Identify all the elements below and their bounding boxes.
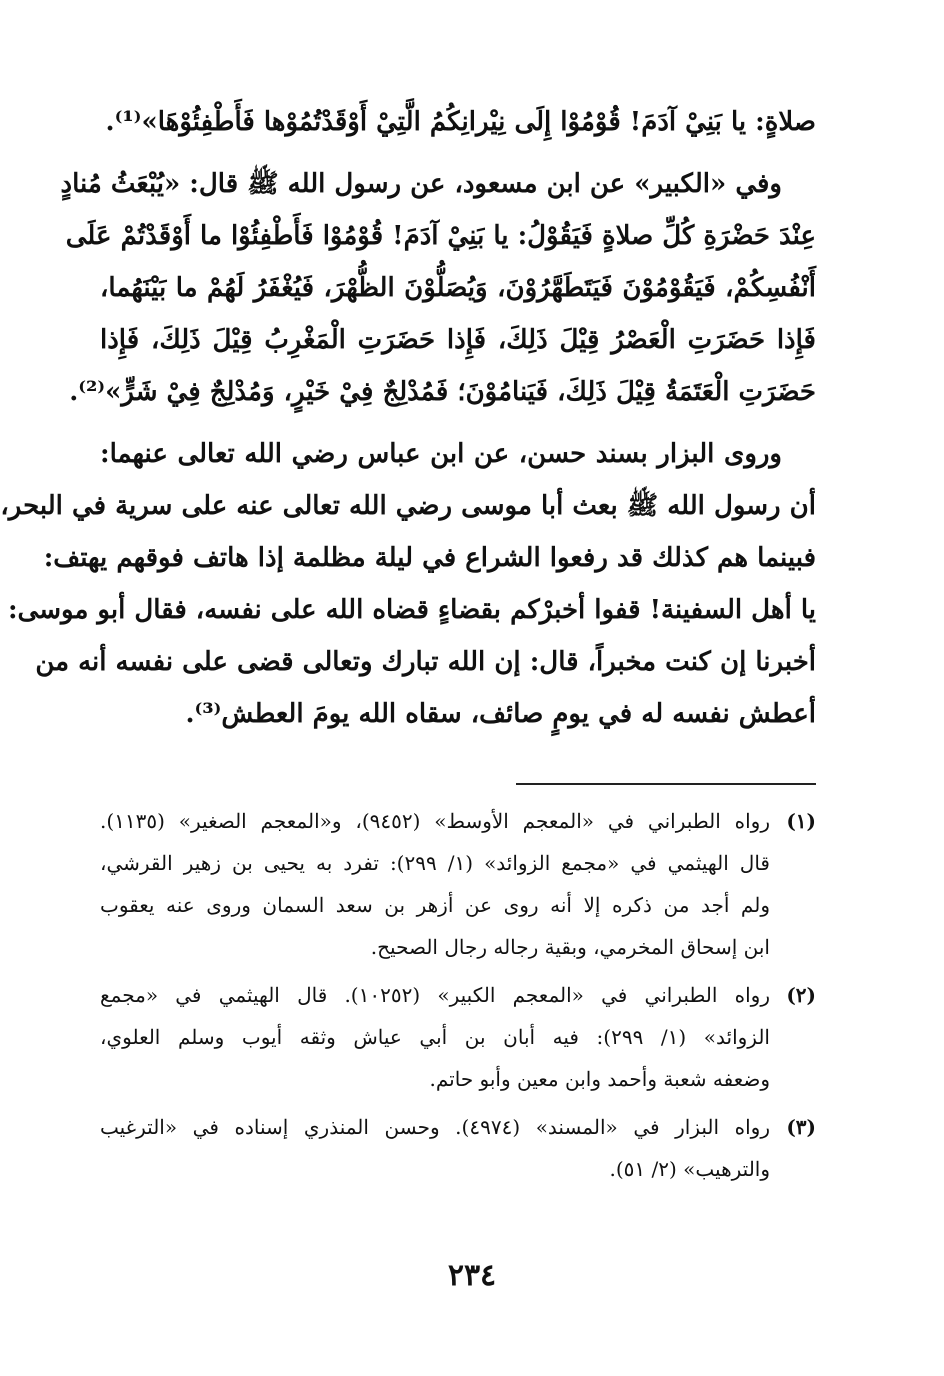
footnote-number: (٣) bbox=[786, 1115, 816, 1139]
main-text bbox=[0, 96, 816, 740]
text-line: وروى البزار بسند حسن، عن ابن عباس رضي الله تعالى عنهما: bbox=[100, 439, 782, 469]
text-line: فَإِذا حَضَرَتِ الْعَصْرُ قِيْلَ ذَلِكَ، فَإِذا حَضَرَتِ الْمَغْرِبُ قِيْلَ ذَلِكَ، فَإِذا bbox=[100, 325, 816, 355]
footnote-line: الزوائد» (١/ ٢٩٩): فيه أبان بن أبي عياش وثقه أيوب وسلم العلوي، bbox=[100, 1025, 770, 1049]
paragraph-gap bbox=[100, 418, 816, 428]
footnote-line: وضعفه شعبة وأحمد وابن معين وأبو حاتم. bbox=[429, 1067, 770, 1091]
footnote bbox=[100, 1106, 816, 1190]
footnote-line: رواه الطبراني في «المعجم الكبير» (١٠٢٥٢). قال الهيثمي في «مجمع bbox=[100, 983, 771, 1007]
paragraph-gap bbox=[100, 148, 816, 158]
text-line: يا أهل السفينة! قفوا أخبرْكم بقضاءٍ قضاه الله على نفسه، فقال أبو موسى: bbox=[7, 595, 816, 625]
footnote-body bbox=[100, 974, 770, 1100]
footnote-body bbox=[100, 800, 770, 968]
text-line: عِنْدَ حَضْرَةِ كُلِّ صلاةٍ فَيَقُوْلُ: يا بَنِيْ آدَمَ! قُوْمُوْا فَأَطْفِئُوْا ما أَوْقَدْتُمْ عَلَى bbox=[65, 221, 816, 251]
text-line: صلاةٍ: يا بَنِيْ آدَمَ! قُوْمُوْا إِلَى نِيْرانِكُمُ الَّتِيْ أَوْقَدْتُمُوْها فَأَطْفِئُوْهَا»⁽¹⁾. bbox=[105, 107, 816, 137]
footnote-body bbox=[100, 1106, 770, 1190]
footnote-line: رواه البزار في «المسند» (٤٩٧٤). وحسن المنذري إسناده في «الترغيب bbox=[100, 1115, 770, 1139]
footnote-line: ولم أجد من ذكره إلا أنه روى عن أزهر بن سعد السمان وروى عنه يعقوب bbox=[100, 893, 770, 917]
footnote bbox=[100, 800, 816, 968]
footnote-number: (١) bbox=[786, 809, 816, 833]
text-line: أَنْفُسِكُمْ، فَيَقُوْمُوْنَ فَيَتَطَهَّرُوْنَ، وَيُصَلُّوْنَ الظُّهْرَ، فَيُغْفَرُ لَهُمْ ما بَيْنَهُما، bbox=[100, 273, 816, 303]
footnote-line: ابن إسحاق المخرمي، وبقية رجاله رجال الصحيح. bbox=[370, 935, 770, 959]
text-line: أن رسول الله ﷺ بعث أبا موسى رضي الله تعالى عنه على سرية في البحر، bbox=[0, 491, 816, 521]
footnote-line: رواه الطبراني في «المعجم الأوسط» (٩٤٥٢)، و«المعجم الصغير» (١١٣٥). bbox=[100, 809, 771, 833]
footnote-number: (٢) bbox=[786, 983, 816, 1007]
text-line: حَضَرَتِ الْعَتَمَةُ قِيْلَ ذَلِكَ، فَيَنامُوْنَ؛ فَمُدْلِجٌ فِيْ خَيْرٍ، وَمُدْلِجٌ فِيْ شَرٍّ»⁽²⁾. bbox=[69, 377, 816, 407]
text-line: أخبرنا إن كنت مخبراً، قال: إن الله تبارك وتعالى قضى على نفسه أنه من bbox=[35, 647, 816, 677]
page-number: ٢٣٤ bbox=[447, 1258, 497, 1293]
footnote-line: قال الهيثمي في «مجمع الزوائد» (١/ ٢٩٩): تفرد به يحيى بن زهير القرشي، bbox=[100, 851, 770, 875]
text-line: أعطش نفسه له في يومٍ صائف، سقاه الله يومَ العطش⁽³⁾. bbox=[185, 699, 816, 729]
footnote-line: والترهيب» (٢/ ٥١). bbox=[609, 1157, 770, 1181]
footnotes bbox=[100, 800, 816, 1196]
footnote bbox=[100, 974, 816, 1100]
text-line: فبينما هم كذلك قد رفعوا الشراع في ليلة مظلمة إذا هاتف فوقهم يهتف: bbox=[43, 543, 816, 573]
footnote-divider bbox=[516, 783, 816, 785]
text-line: وفي «الكبير» عن ابن مسعود، عن رسول الله ﷺ قال: «يُبْعَثُ مُنادٍ bbox=[60, 169, 782, 199]
